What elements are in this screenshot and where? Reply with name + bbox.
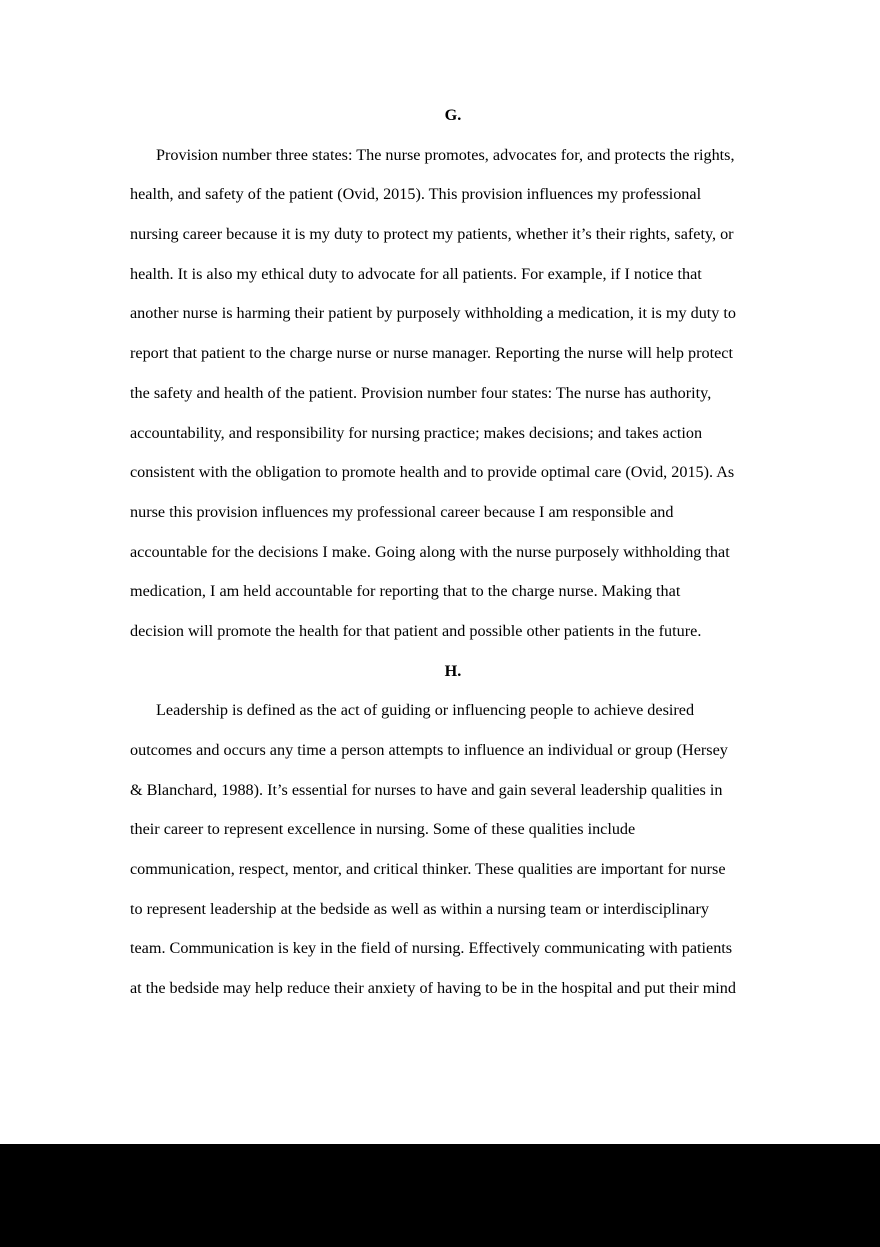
paragraph-line: to represent leadership at the bedside as well as within a nursing team or interdisciplinary xyxy=(130,899,709,918)
paragraph-line: health, and safety of the patient (Ovid, 2015). This provision influences my professional xyxy=(130,185,702,204)
paragraph-line: decision will promote the health for that patient and possible other patients in the future. xyxy=(130,621,702,640)
section-g-paragraph xyxy=(130,142,776,658)
paragraph-line: consistent with the obligation to promote health and to provide optimal care (Ovid, 2015). As xyxy=(130,463,735,482)
paragraph-line: team. Communication is key in the field of nursing. Effectively communicating with patients xyxy=(130,939,733,958)
paragraph-line: health. It is also my ethical duty to advocate for all patients. For example, if I notice that xyxy=(130,264,702,283)
section-heading-h: H. xyxy=(444,661,462,680)
viewer-background xyxy=(0,1144,880,1247)
paragraph-line: nurse this provision influences my professional career because I am responsible and xyxy=(130,502,674,521)
paragraph-line: outcomes and occurs any time a person attempts to influence an individual or group (Hersey xyxy=(130,741,728,759)
section-h-paragraph xyxy=(130,697,776,1015)
paragraph-line: & Blanchard, 1988). It’s essential for nurses to have and gain several leadership qualities in xyxy=(130,780,723,799)
section-heading-g: G. xyxy=(444,106,462,124)
paragraph-line: at the bedside may help reduce their anxiety of having to be in the hospital and put their mind xyxy=(130,979,736,998)
document-body xyxy=(130,102,776,1015)
paragraph-line: their career to represent excellence in nursing. Some of these qualities include xyxy=(130,820,636,839)
paragraph-line: Provision number three states: The nurse promotes, advocates for, and protects the rights, xyxy=(156,145,735,164)
paragraph-line: Leadership is defined as the act of guiding or influencing people to achieve desired xyxy=(156,701,695,720)
paragraph-line: accountability, and responsibility for nursing practice; makes decisions; and takes action xyxy=(130,423,703,442)
paragraph-line: the safety and health of the patient. Provision number four states: The nurse has authority, xyxy=(130,383,712,402)
paragraph-line: report that patient to the charge nurse or nurse manager. Reporting the nurse will help protect xyxy=(130,344,733,363)
paragraph-line: accountable for the decisions I make. Going along with the nurse purposely withholding that xyxy=(130,542,730,561)
paragraph-line: medication, I am held accountable for reporting that to the charge nurse. Making that xyxy=(130,582,681,601)
paragraph-line: communication, respect, mentor, and critical thinker. These qualities are important for nurse xyxy=(130,860,726,879)
paragraph-line: another nurse is harming their patient by purposely withholding a medication, it is my duty to xyxy=(130,304,737,323)
paragraph-line: nursing career because it is my duty to protect my patients, whether it’s their rights, safety, or xyxy=(130,225,734,244)
